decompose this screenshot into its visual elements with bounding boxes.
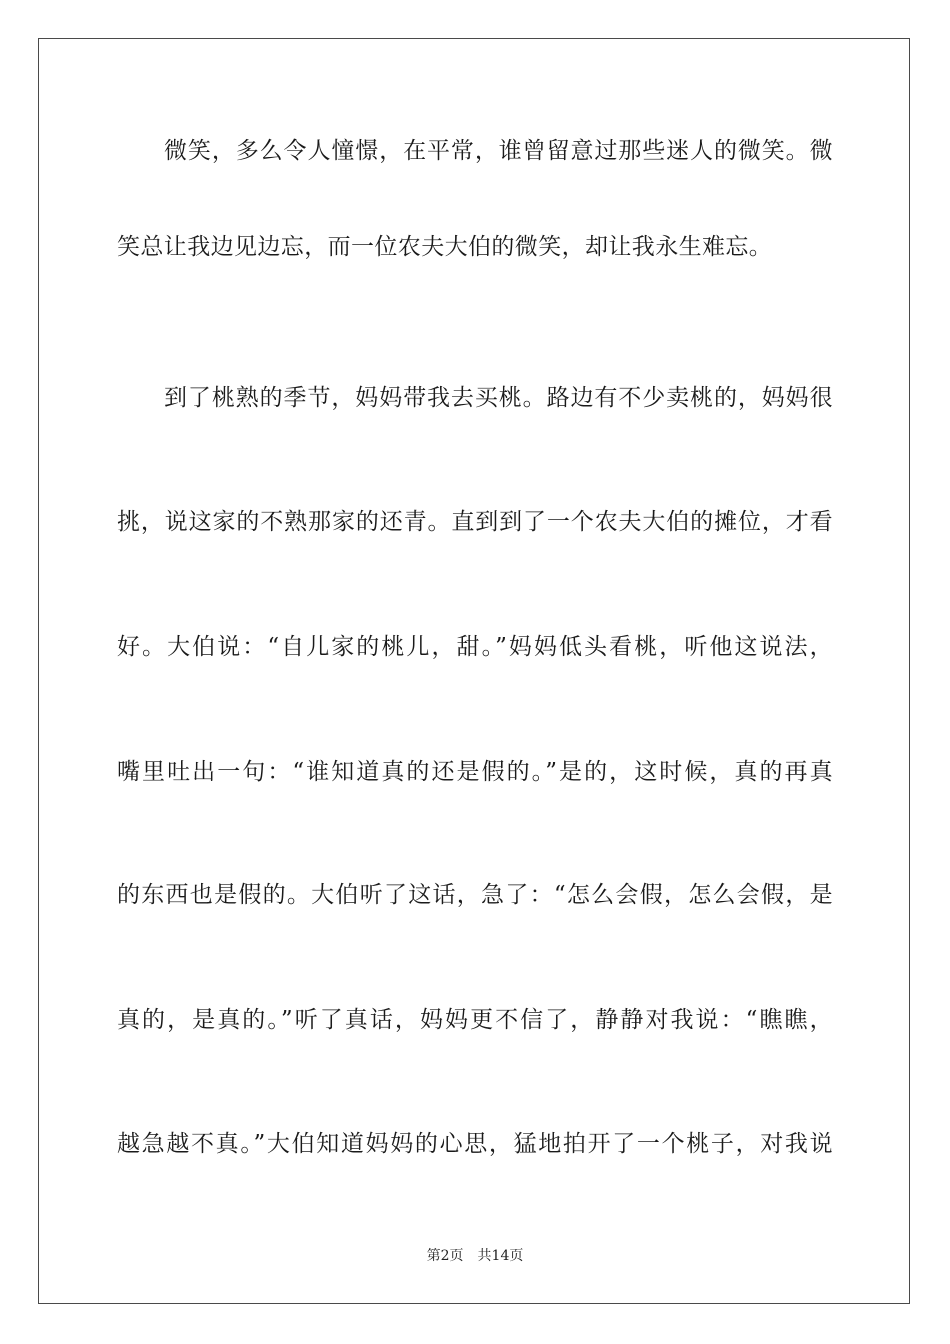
page-footer — [0, 1246, 950, 1266]
paragraph-2-line-4: 嘴里吐出一句：“谁知道真的还是假的。”是的，这时候，真的再真 — [117, 759, 833, 785]
paragraph-1-line-1: 微笑，多么令人憧憬，在平常，谁曾留意过那些迷人的微笑。微 — [164, 138, 833, 164]
paragraph-2-line-2: 挑，说这家的不熟那家的还青。直到到了一个农夫大伯的摊位，才看 — [117, 509, 833, 535]
paragraph-2-line-3: 好。大伯说：“自儿家的桃儿，甜。”妈妈低头看桃，听他这说法， — [117, 634, 833, 660]
paragraph-2-line-6: 真的，是真的。”听了真话，妈妈更不信了，静静对我说：“瞧瞧， — [117, 1007, 833, 1033]
paragraph-2-line-1: 到了桃熟的季节，妈妈带我去买桃。路边有不少卖桃的，妈妈很 — [164, 385, 833, 411]
paragraph-2-line-5: 的东西也是假的。大伯听了这话，急了：“怎么会假，怎么会假，是 — [117, 882, 833, 908]
paragraph-2-line-7: 越急越不真。”大伯知道妈妈的心思，猛地拍开了一个桃子，对我说 — [117, 1131, 833, 1157]
page-number: 第2页 — [426, 1248, 464, 1264]
page-total: 共14页 — [477, 1248, 524, 1264]
paragraph-1-line-2: 笑总让我边见边忘，而一位农夫大伯的微笑，却让我永生难忘。 — [117, 234, 773, 260]
page-border — [38, 38, 910, 1304]
